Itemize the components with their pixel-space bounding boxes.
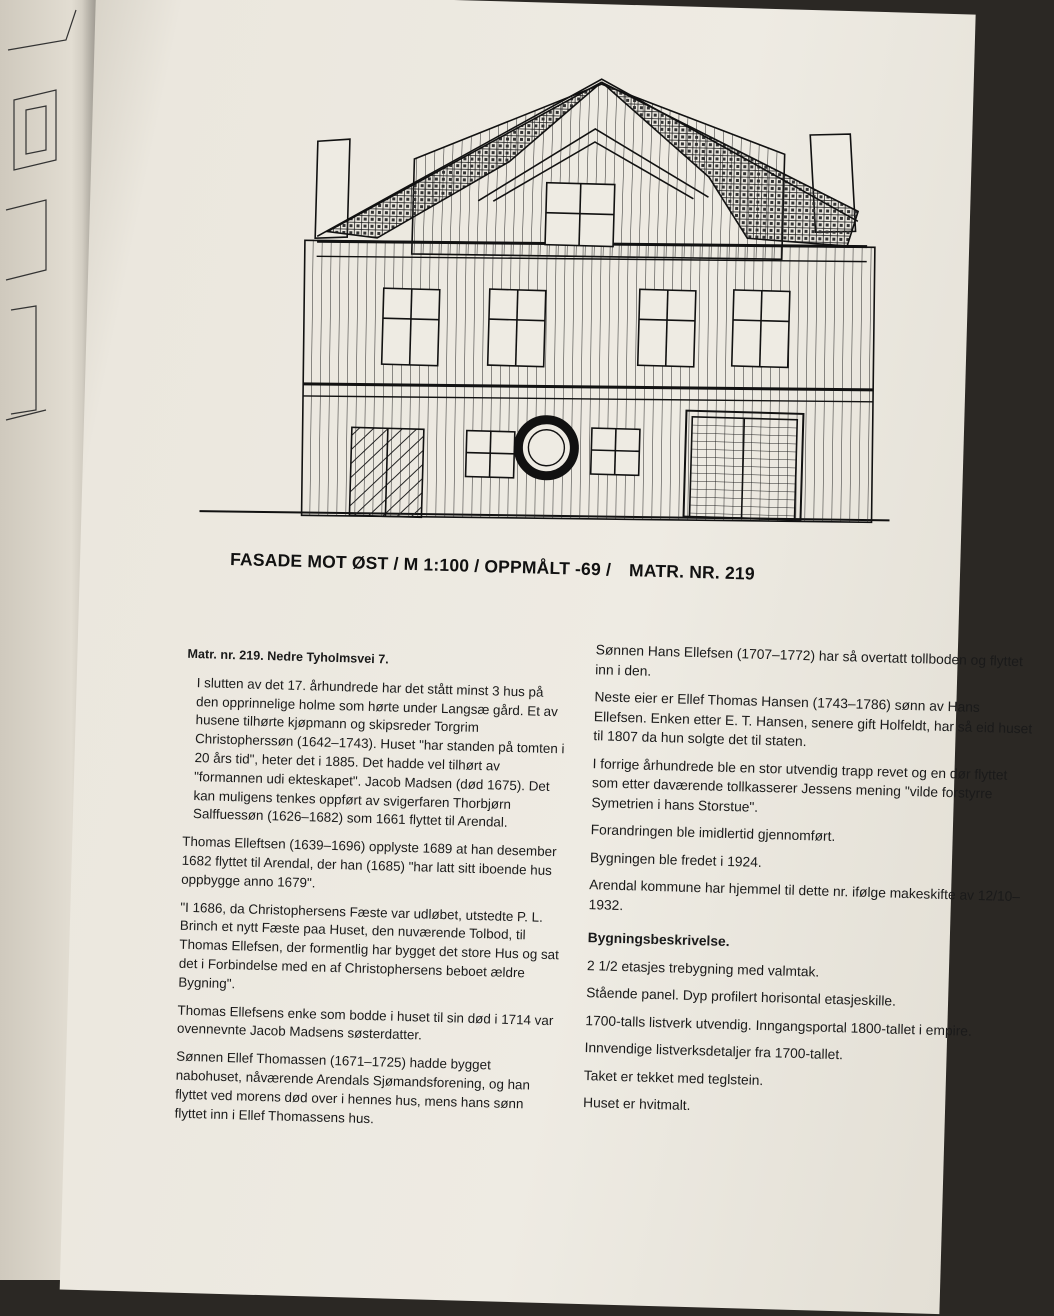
description-item: Huset er hvitmalt.	[582, 1095, 691, 1114]
description-item: 2 1/2 etasjes trebygning med valmtak.	[586, 957, 820, 980]
paragraph: I slutten av det 17. århundrede har det stått minst 3 hus på den opprinnelige holme som hørte under Langsæ gård. Et av husene tilhørte kjøpmann og skipsreder Torgrim Christopherssøn (1642–1743). Huset "har standen på tomten i 20 års tid", heter det i 1885. Det hadde vel tilhørt av "formannen udi ekteskapet". Jacob Madsen (død 1675). Det kan muligens tenkes oppført av svigerfaren Thorbjørn Salffuessøn (1626–1682) som 1661 flyttet til Arendal.	[192, 674, 565, 831]
paragraph: Sønnen Ellef Thomassen (1671–1725) hadde bygget nabohuset, nåværende Arendals Sjømandsforening, og han flyttet ved morens død over i hennes hus, mens hans sønn flyttet inn i Ellef Thomassens hus.	[174, 1048, 531, 1126]
previous-page-drawing	[6, 10, 86, 450]
section-heading: Matr. nr. 219. Nedre Tyholmsvei 7.	[187, 646, 389, 667]
paragraph: Thomas Elleftsen (1639–1696) opplyste 1689 at han desember 1682 flyttet til Arendal, der han (1685) "har latt sitt iboende hus oppbygge anno 1679".	[181, 833, 557, 891]
paragraph: Bygningen ble fredet i 1924.	[589, 849, 762, 870]
description-item: Taket er tekket med teglstein.	[583, 1067, 764, 1088]
caption-matr: MATR. NR. 219	[628, 560, 756, 584]
description-item: Stående panel. Dyp profilert horisontal etasjeskille.	[585, 985, 897, 1009]
paragraph: Thomas Ellefsens enke som bodde i huset til sin død i 1714 var ovennevnte Jacob Madsens søsterdatter.	[176, 1002, 554, 1043]
building-description-heading: Bygningsbeskrivelse.	[587, 930, 730, 950]
paragraph: I forrige århundrede ble en stor utvendig trapp revet og en dør flyttet som etter daværende tollkasserer Jessens mening "vilde forstyrre Symetrien i hans Storstue".	[591, 755, 1008, 815]
right-text-column	[583, 640, 1036, 1133]
paragraph: Forandringen ble imidlertid gjennomført.	[590, 822, 836, 844]
left-text-column	[174, 645, 567, 1143]
caption-title: FASADE MOT ØST / M 1:100 / OPPMÅLT -69 /	[229, 548, 612, 580]
paragraph: Neste eier er Ellef Thomas Hansen (1743–1786) sønn av Hans Ellefsen. Enken etter E. T. Hansen, senere gift Holfeldt, har så eid huset til 1807 da hun solgte det til staten.	[593, 689, 1033, 750]
description-item: Innvendige listverksdetaljer fra 1700-tallet.	[584, 1040, 844, 1063]
description-item: 1700-talls listverk utvendig. Inngangsportal 1800-tallet i empire.	[585, 1012, 973, 1039]
facade-drawing	[199, 43, 902, 552]
book-page	[60, 0, 1033, 1314]
paragraph: "I 1686, da Christophersens Fæste var udløbet, utstedte P. L. Brinch et nytt Fæste paa Huset, den nuværende Tolbod, til Thomas Ellefsen, der formentlig har bygget det store Hus og sat det i Forbindelse med en af Christophersens beboet ældre Bygning".	[178, 899, 560, 992]
drawing-caption	[230, 549, 755, 585]
paragraph: Arendal kommune har hjemmel til dette nr. ifølge makeskifte av 12/10–1932.	[588, 877, 1021, 913]
paragraph: Sønnen Hans Ellefsen (1707–1772) har så overtatt tollboden og flyttet inn i den.	[595, 642, 1024, 679]
